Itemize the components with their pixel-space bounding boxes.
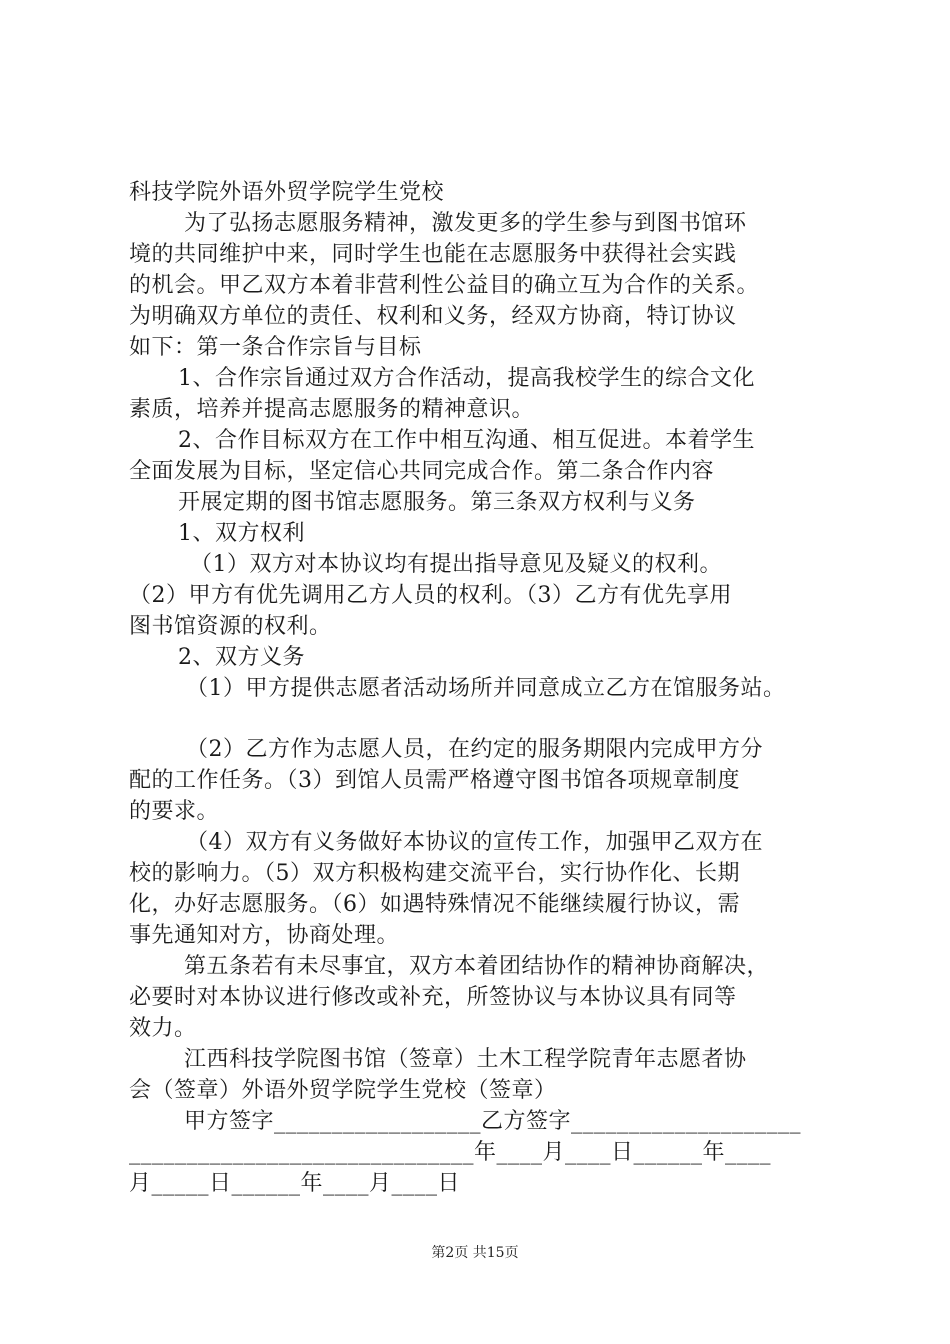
document-line: 科技学院外语外贸学院学生党校 xyxy=(129,180,445,205)
document-line: 1、合作宗旨通过双方合作活动，提高我校学生的综合文化 xyxy=(178,366,755,391)
document-line: 的机会。甲乙双方本着非营利性公益目的确立互为合作的关系。 xyxy=(129,273,760,298)
document-line: 全面发展为目标，坚定信心共同完成合作。第二条合作内容 xyxy=(129,459,715,484)
document-line: 2、双方义务 xyxy=(178,645,305,670)
document-line: （2）甲方有优先调用乙方人员的权利。（3）乙方有优先享用 xyxy=(129,583,732,608)
signature-date-line: ______________________________年____月____日______年____ xyxy=(129,1140,772,1165)
document-line: 如下：第一条合作宗旨与目标 xyxy=(129,335,422,360)
document-line: 为明确双方单位的责任、权利和义务，经双方协商，特订协议 xyxy=(129,304,737,329)
document-line: 素质，培养并提高志愿服务的精神意识。 xyxy=(129,397,535,422)
document-line: 图书馆资源的权利。 xyxy=(129,614,332,639)
document-line: 校的影响力。（5）双方积极构建交流平台，实行协作化、长期 xyxy=(129,861,740,886)
document-line: 必要时对本协议进行修改或补充，所签协议与本协议具有同等 xyxy=(129,985,737,1010)
document-line: 江西科技学院图书馆（签章）土木工程学院青年志愿者协 xyxy=(184,1047,747,1072)
document-line: 1、双方权利 xyxy=(178,521,305,546)
document-line: （4）双方有义务做好本协议的宣传工作，加强甲乙双方在 xyxy=(186,830,763,855)
page-footer: 第2页 共15页 xyxy=(431,1245,519,1261)
document-line: 2、合作目标双方在工作中相互沟通、相互促进。本着学生 xyxy=(178,428,755,453)
document-line: 配的工作任务。（3）到馆人员需严格遵守图书馆各项规章制度 xyxy=(129,768,740,793)
document-line: （1）双方对本协议均有提出指导意见及疑义的权利。 xyxy=(190,552,722,577)
document-line: （1）甲方提供志愿者活动场所并同意成立乙方在馆服务站。 xyxy=(186,676,786,701)
document-line: 第五条若有未尽事宜，双方本着团结协作的精神协商解决， xyxy=(184,954,770,979)
document-line: 事先通知对方，协商处理。 xyxy=(129,923,400,948)
document-line: 开展定期的图书馆志愿服务。第三条双方权利与义务 xyxy=(178,490,696,515)
document-line: 的要求。 xyxy=(129,799,220,824)
document-line: 会（签章）外语外贸学院学生党校（签章） xyxy=(129,1078,557,1103)
document-line: 化，办好志愿服务。（6）如遇特殊情况不能继续履行协议，需 xyxy=(129,892,740,917)
document-line: 效力。 xyxy=(129,1016,197,1041)
document-line: 境的共同维护中来，同时学生也能在志愿服务中获得社会实践 xyxy=(129,242,737,267)
document-line: （2）乙方作为志愿人员，在约定的服务期限内完成甲方分 xyxy=(186,737,763,762)
document-line: 为了弘扬志愿服务精神，激发更多的学生参与到图书馆环 xyxy=(184,211,747,236)
signature-line: 甲方签字__________________乙方签字____________________ xyxy=(184,1109,802,1134)
signature-date-line: 月_____日______年____月____日 xyxy=(129,1171,461,1196)
